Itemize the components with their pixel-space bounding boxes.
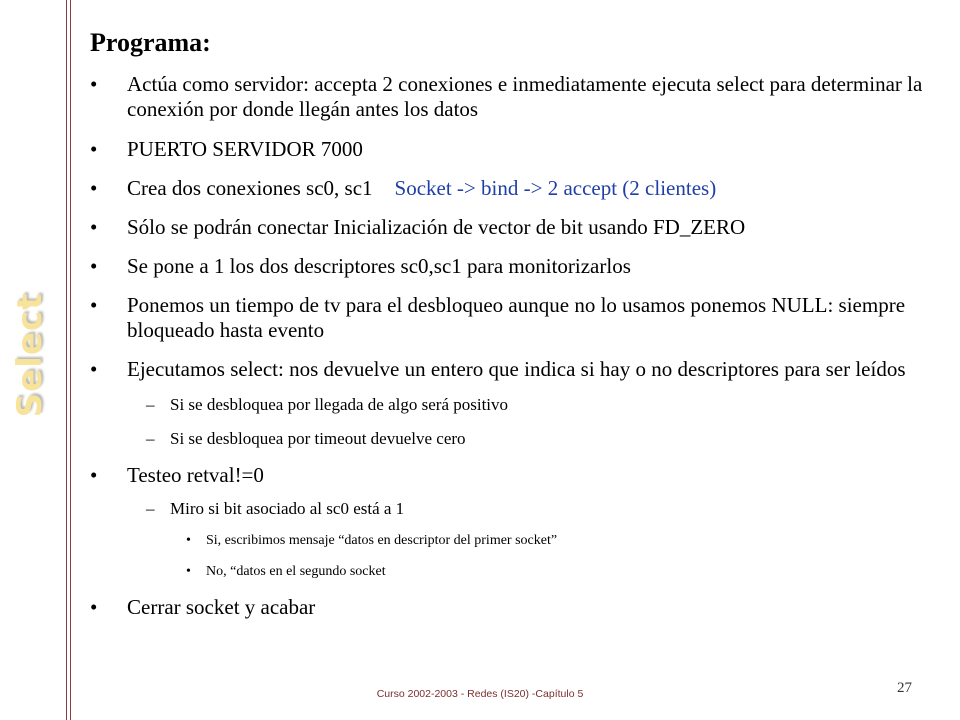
bullet-marker: •	[90, 357, 98, 381]
sub-bullet-item	[90, 499, 930, 519]
dash-marker: –	[146, 429, 155, 448]
bullet-item	[90, 176, 930, 201]
sub-bullet-item	[90, 395, 930, 415]
bullet-text: Actúa como servidor: accepta 2 conexiones e inmediatamente ejecuta select para determinar la conexión por donde llegán antes los datos	[127, 72, 923, 121]
sub-bullet-text: Miro si bit asociado al sc0 está a 1	[170, 499, 405, 518]
sub-sub-bullet-text: No, “datos en el segundo socket	[206, 564, 386, 579]
dash-marker: –	[146, 395, 155, 414]
bullet-item	[90, 595, 930, 620]
bullet-marker: •	[90, 254, 98, 278]
bullet-text: Se pone a 1 los dos descriptores sc0,sc1 para monitorizarlos	[127, 254, 631, 278]
bullet-item	[90, 137, 930, 162]
bullet-marker: •	[90, 293, 98, 317]
sub-sub-bullet-text: Si, escribimos mensaje “datos en descriptor del primer socket”	[206, 533, 558, 548]
dot-marker: •	[186, 564, 191, 579]
sub-sub-bullet-item	[90, 532, 930, 550]
bullet-text: Ponemos un tiempo de tv para el desbloqueo aunque no lo usamos ponemos NULL: siempre bloqueado hasta evento	[127, 293, 906, 342]
bullet-text: PUERTO SERVIDOR 7000	[127, 137, 363, 161]
bullet-marker: •	[90, 72, 98, 96]
bullet-item	[90, 254, 930, 279]
bullet-item	[90, 463, 930, 488]
bullet-list	[90, 72, 930, 620]
sub-bullet-text: Si se desbloquea por llegada de algo será positivo	[170, 395, 509, 414]
sub-bullet-item	[90, 429, 930, 449]
bullet-marker: •	[90, 176, 98, 200]
sub-bullet-text: Si se desbloquea por timeout devuelve cero	[170, 429, 466, 448]
bullet-text: Cerrar socket y acabar	[127, 595, 316, 619]
slide-heading: Programa:	[90, 28, 211, 57]
side-title: Select	[10, 292, 50, 418]
sub-sub-bullet-item	[90, 563, 930, 581]
bullet-marker: •	[90, 215, 98, 239]
left-rule-line	[66, 0, 67, 720]
bullet-text: Crea dos conexiones sc0, sc1	[127, 176, 373, 200]
bullet-marker: •	[90, 595, 98, 619]
bullet-marker: •	[90, 463, 98, 487]
bullet-highlight-text: Socket -> bind -> 2 accept (2 clientes)	[394, 176, 717, 200]
bullet-item	[90, 215, 930, 240]
bullet-text: Testeo retval!=0	[127, 463, 264, 487]
left-rule-line-inner	[70, 0, 71, 720]
bullet-text: Ejecutamos select: nos devuelve un entero que indica si hay o no descriptores para ser leídos	[127, 357, 906, 381]
page-number: 27	[897, 680, 912, 696]
bullet-marker: •	[90, 137, 98, 161]
bullet-item	[90, 357, 930, 382]
dot-marker: •	[186, 533, 191, 548]
dash-marker: –	[146, 499, 155, 518]
bullet-item	[90, 72, 930, 122]
bullet-text: Sólo se podrán conectar Inicialización de vector de bit usando FD_ZERO	[127, 215, 746, 239]
slide-footer: Curso 2002-2003 - Redes (IS20) -Capítulo 5	[376, 688, 584, 700]
bullet-item	[90, 293, 930, 343]
